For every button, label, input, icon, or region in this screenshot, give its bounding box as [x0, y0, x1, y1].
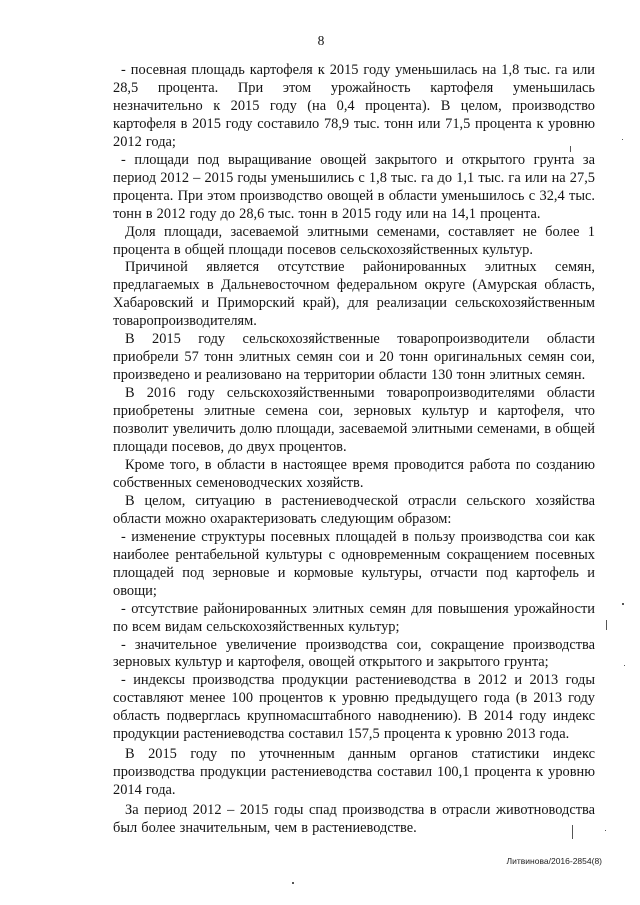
- paragraph-potato-area: - посевная площадь картофеля к 2015 году уменьшилась на 1,8 тыс. га или 28,5 процента. При этом урожайность картофеля уменьшилась незначительно к 2015 году (на 0,4 процента). В целом, производство картофеля в 2015 году составило 78,9 тыс. тонн или 71,5 процента к уровню 2012 года;: [113, 62, 595, 150]
- scan-speck: [572, 825, 573, 839]
- scan-speck: [292, 882, 294, 884]
- footer-document-code: Литвинова/2016-2854(8): [506, 856, 602, 866]
- scan-speck: [624, 665, 625, 666]
- document-body: [113, 62, 595, 838]
- paragraph-2016-seeds: В 2016 году сельскохозяйственными товаропроизводителями области приобретены элитные семена сои, зерновых культур и картофеля, что позволит увеличить долю площади, засеваемой элитными семенами, в общей площади посевов, до двух процентов.: [113, 385, 595, 456]
- paragraph-2015-seeds: В 2015 году сельскохозяйственные товаропроизводители области приобрели 57 тонн элитных семян сои и 20 тонн оригинальных семян сои, произведено и реализовано на территории области 130 тонн элитных семян.: [113, 331, 595, 384]
- paragraph-no-elite-seeds: - отсутствие районированных элитных семян для повышения урожайности по всем видам сельскохозяйственных культур;: [113, 600, 595, 635]
- paragraph-livestock-decline: За период 2012 – 2015 годы спад производства в отрасли животноводства был более значительным, чем в растениеводстве.: [113, 802, 595, 837]
- scan-speck: [622, 603, 624, 605]
- paragraph-seed-farms: Кроме того, в области в настоящее время проводится работа по созданию собственных семеноводческих хозяйств.: [113, 456, 595, 491]
- scan-speck: [570, 146, 571, 152]
- scan-speck: [606, 620, 607, 630]
- page-number: 8: [317, 33, 325, 48]
- paragraph-elite-seed-share: Доля площади, засеваемой элитными семенами, составляет не более 1 процента в общей площади посевов сельскохозяйственных культур.: [113, 223, 595, 258]
- paragraph-production-indices: - индексы производства продукции растениеводства в 2012 и 2013 годы составляют менее 100 процентов к уровню предыдущего года (в 2013 году область подверглась крупномасштабного наводнению). В 2014 году индекс продукции растениеводства составил 157,5 процента к уровню 2013 года.: [113, 672, 595, 743]
- paragraph-summary-intro: В целом, ситуацию в растениеводческой отрасли сельского хозяйства области можно охарактеризовать следующим образом:: [113, 492, 595, 527]
- paragraph-soy-increase: - значительное увеличение производства сои, сокращение производства зерновых культур и картофеля, овощей открытого и закрытого грунта;: [113, 636, 595, 671]
- paragraph-structure-change: - изменение структуры посевных площадей в пользу производства сои как наиболее рентабельной культуры с одновременным сокращением посевных площадей под зерновые и кормовые культуры, отчасти под картофель и овощи;: [113, 528, 595, 599]
- scan-speck: [605, 830, 606, 831]
- paragraph-2015-index: В 2015 году по уточненным данным органов статистики индекс производства продукции растениеводства составил 100,1 процента к уровню 2014 года.: [113, 746, 595, 799]
- paragraph-reason: Причиной является отсутствие районированных элитных семян, предлагаемых в Дальневосточном федеральном округе (Амурская область, Хабаровский и Приморский край), для реализации сельскохозяйственным товаропроизводителям.: [113, 259, 595, 330]
- paragraph-vegetable-area: - площади под выращивание овощей закрытого и открытого грунта за период 2012 – 2015 годы уменьшились с 1,8 тыс. га до 1,1 тыс. га или на 27,5 процента. При этом производство овощей в области уменьшилось с 32,4 тыс. тонн в 2012 году до 28,6 тыс. тонн в 2015 году или на 14,1 процента.: [113, 151, 595, 222]
- scan-speck: [622, 139, 623, 140]
